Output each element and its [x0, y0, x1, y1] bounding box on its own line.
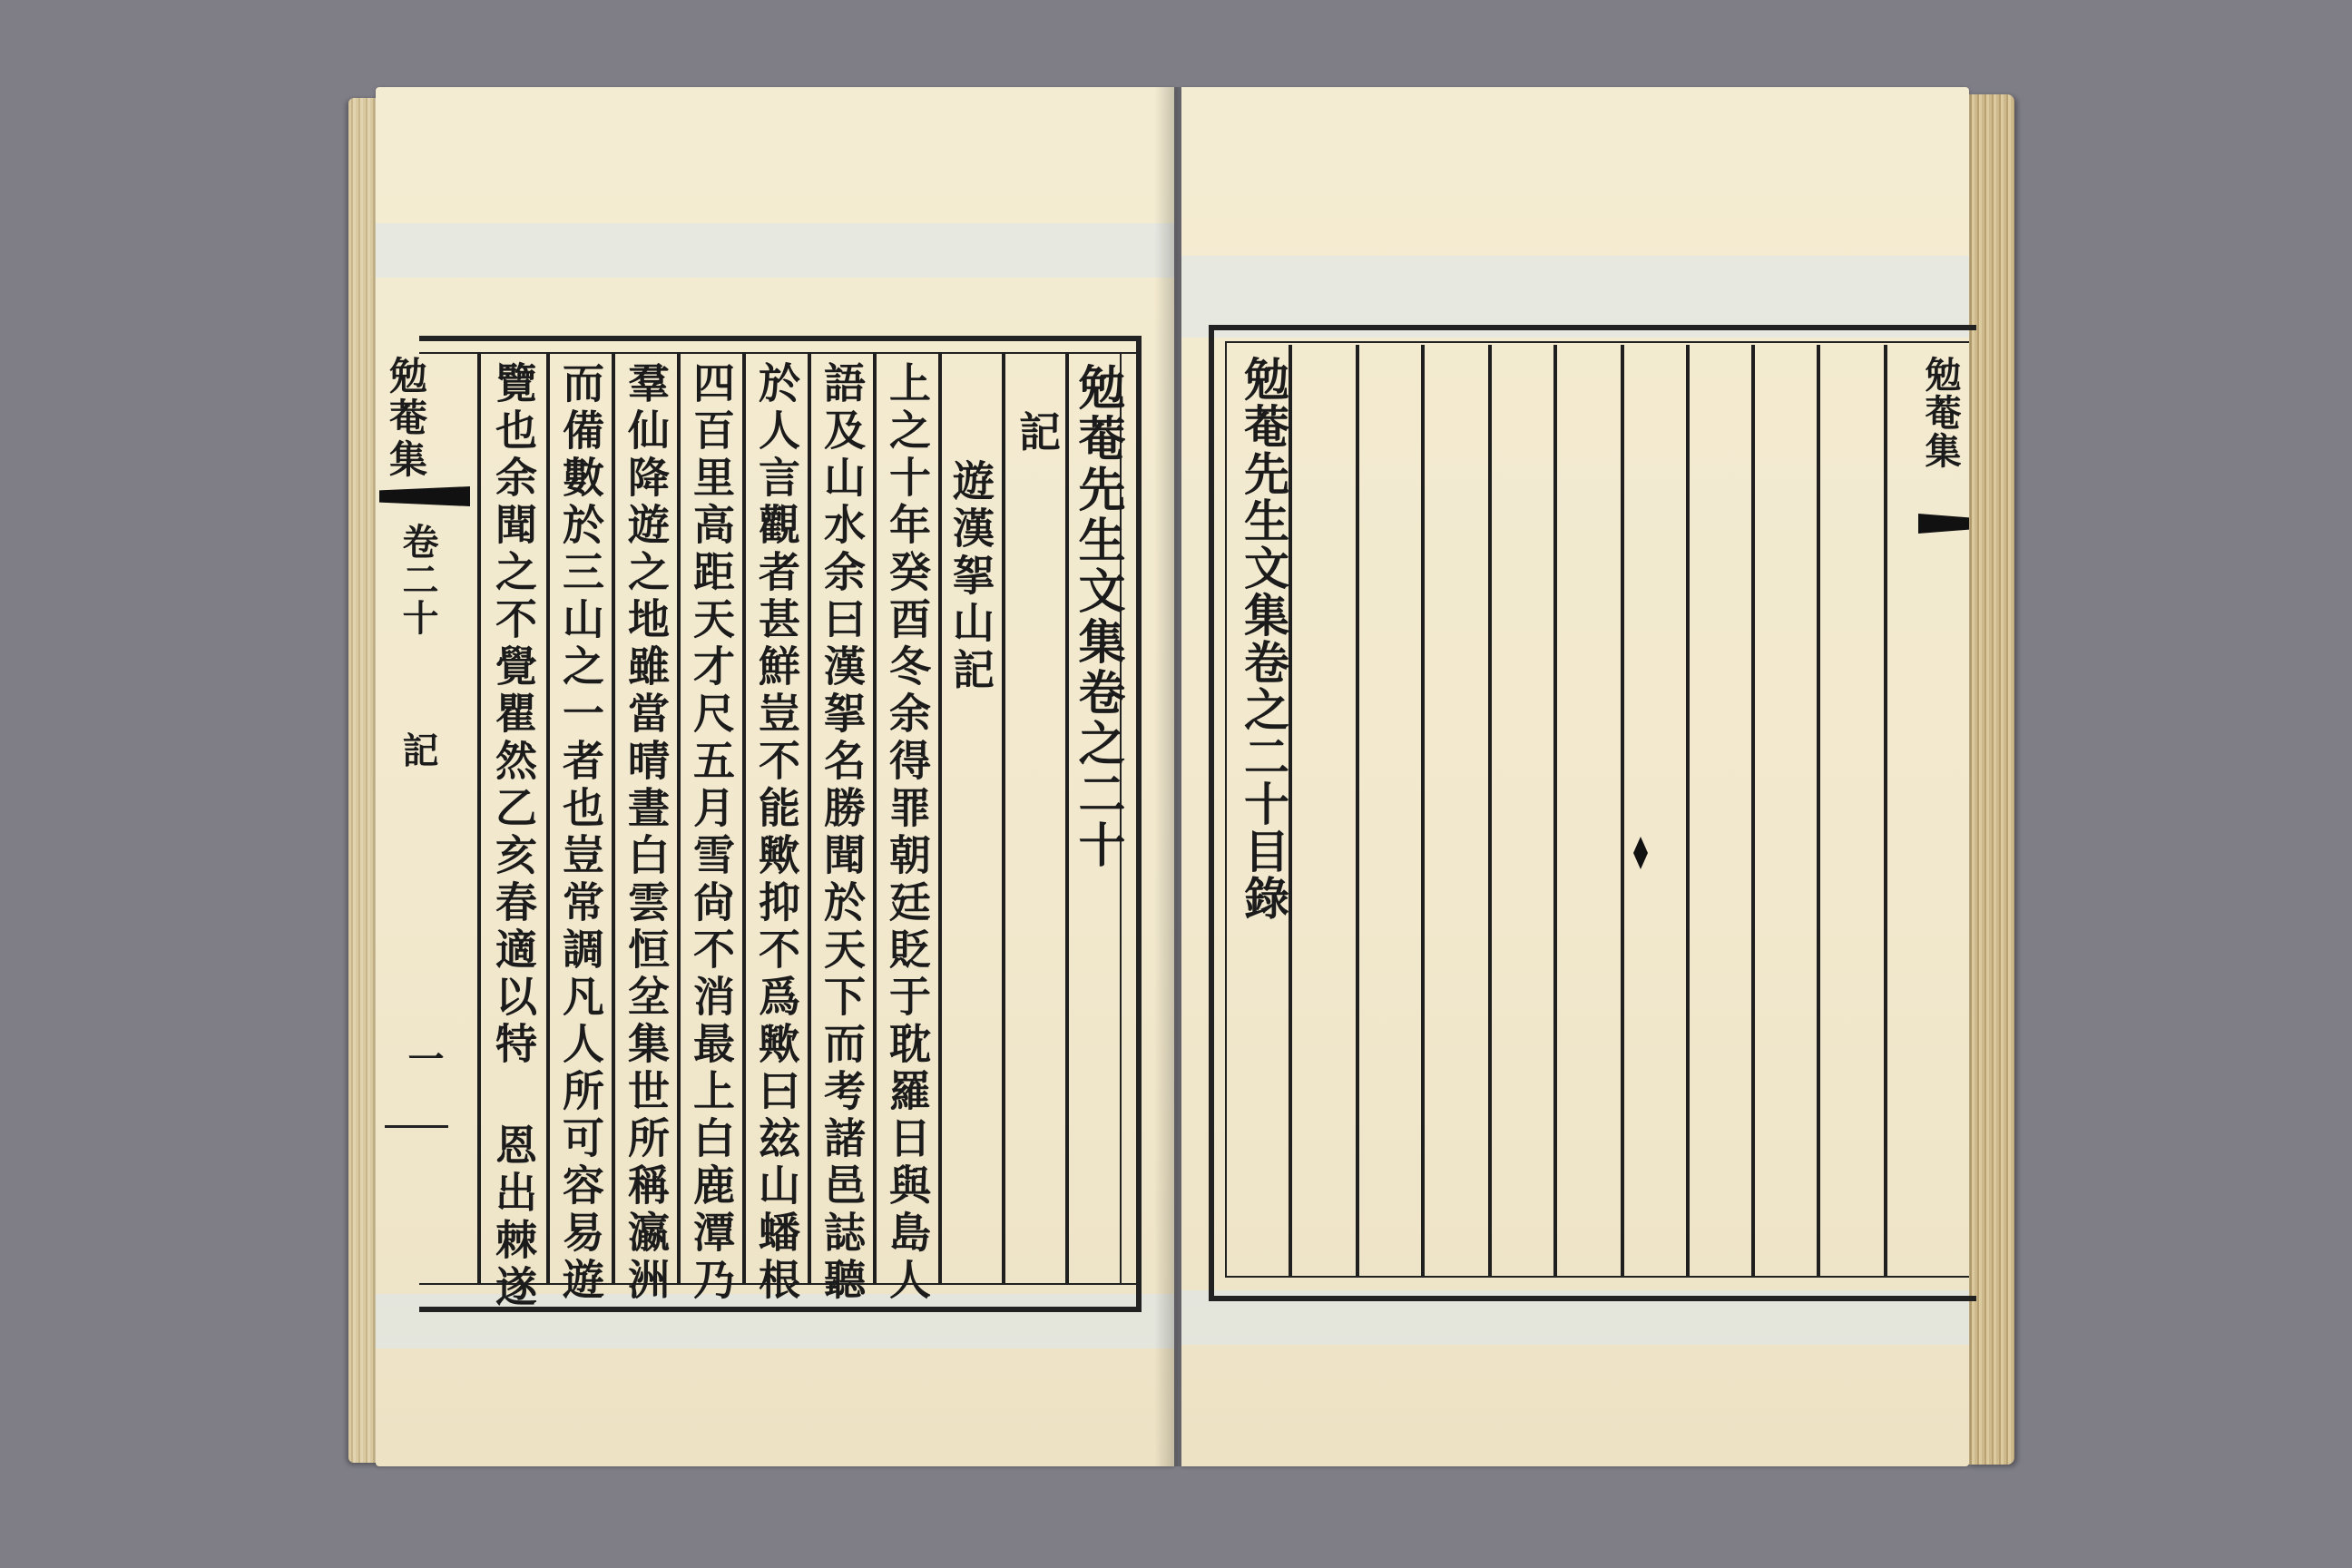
body-column: 覽也余聞之不覺瞿然乙亥春適以特 恩出棘遂 [489, 361, 538, 1312]
body-column: 語及山水余曰漢挐名勝聞於天下而考諸邑誌聽 [818, 361, 867, 1305]
body-column: 上之十年癸酉冬余得罪朝廷貶于耽羅日與島人 [883, 361, 932, 1305]
margin-volume: 卷二十 [397, 523, 439, 637]
collection-title: 勉菴先生文集卷之二十 [1070, 363, 1125, 871]
table-of-contents-title: 勉菴先生文集卷之二十目錄 [1237, 356, 1290, 922]
body-column: 而備數於三山之一者也豈常調凡人所可容易遊 [556, 361, 605, 1305]
column-rule [873, 352, 877, 1285]
margin-page-number: 一 [402, 1040, 445, 1078]
open-book [348, 87, 2014, 1466]
column-rule [1553, 345, 1557, 1276]
column-rule [1686, 345, 1690, 1276]
column-rule [677, 352, 681, 1285]
fish-tail-mark [379, 486, 470, 506]
margin-section: 記 [397, 731, 439, 769]
left-page [376, 87, 1174, 1466]
column-rule [612, 352, 615, 1285]
right-page [1181, 87, 1969, 1466]
column-rule [938, 352, 942, 1285]
margin-title: 勉菴集 [384, 356, 428, 481]
column-rule [546, 352, 550, 1285]
column-rule [808, 352, 811, 1285]
column-rule [1356, 345, 1359, 1276]
column-rule [1817, 345, 1820, 1276]
body-column: 羣仙降遊之地雖當晴晝白雲恒坌集世所稱瀛洲 [622, 361, 671, 1305]
section-heading: 記 [1013, 410, 1062, 457]
body-column: 於人言觀者甚鮮豈不能歟抑不爲歟曰玆山蟠根 [752, 361, 801, 1305]
column-rule [1621, 345, 1624, 1276]
column-rule [477, 352, 481, 1285]
column-rule [742, 352, 746, 1285]
body-column: 四百里高距天才尺五月雪尙不消最上白鹿潭乃 [687, 361, 736, 1305]
column-rule [1884, 345, 1887, 1276]
right-margin-title: 勉菴集 [1919, 356, 1962, 470]
essay-title: 遊漢挐山記 [946, 459, 995, 695]
column-rule [1751, 345, 1755, 1276]
column-rule [1488, 345, 1492, 1276]
column-rule [1002, 352, 1005, 1285]
column-rule [1421, 345, 1425, 1276]
right-print-frame [1209, 325, 1976, 1301]
